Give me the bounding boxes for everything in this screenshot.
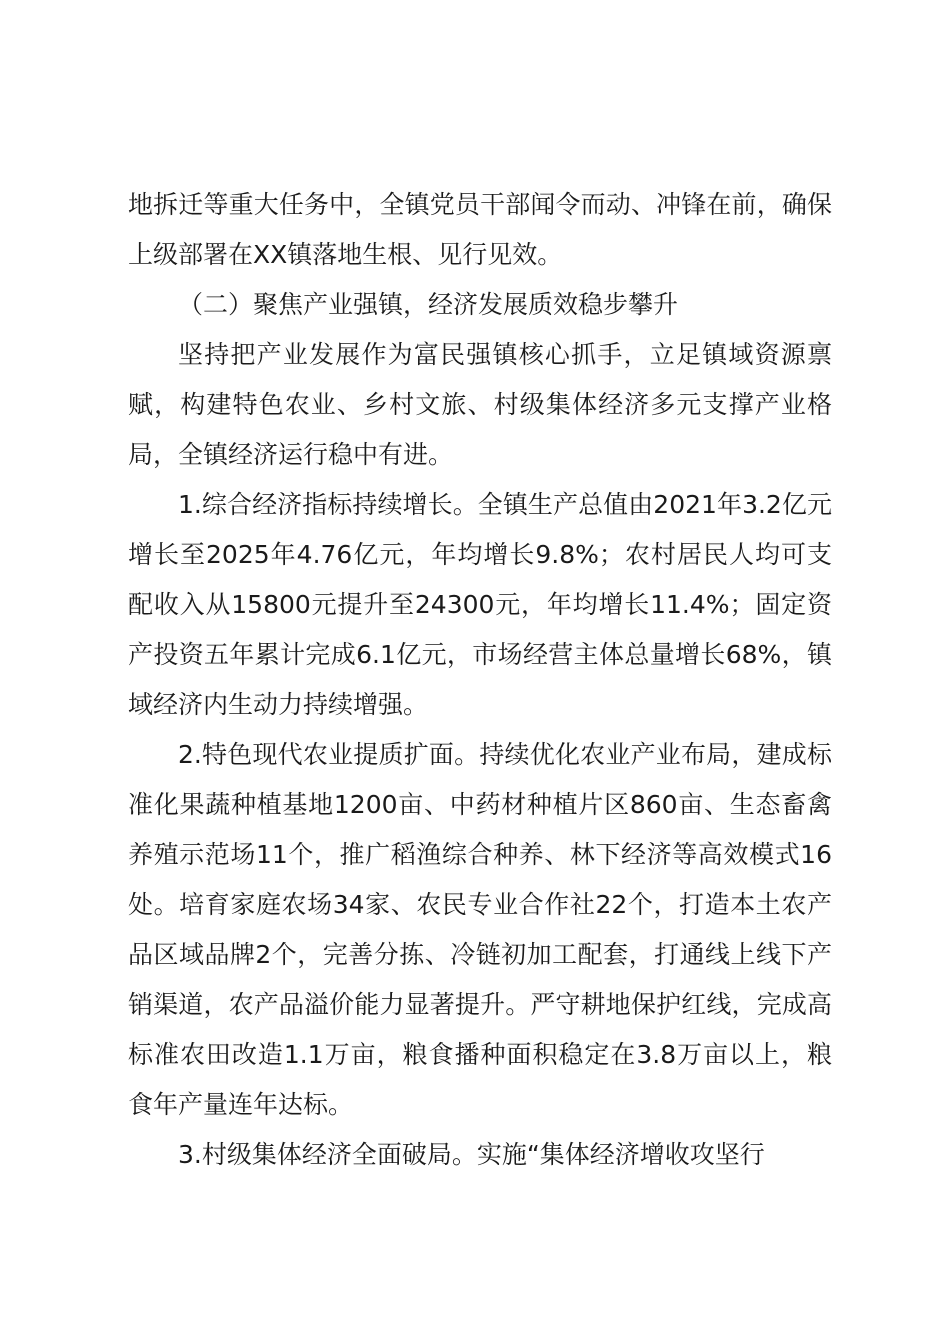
paragraph-modern-agriculture: 2.特色现代农业提质扩面。持续优化农业产业布局，建成标准化果蔬种植基地1200亩、中药材种植片区860亩、生态畜禽养殖示范场11个，推广稻渔综合种养、林下经济等高效模式16处。培育家庭农场34家、农民专业合作社22个，打造本土农产品区域品牌2个，完善分拣、冷链初加工配套，打通线上线下产销渠道，农产品溢价能力显著提升。严守耕地保护红线，完成高标准农田改造1.1万亩，粮食播种面积稳定在3.8万亩以上，粮食年产量连年达标。 — [128, 740, 832, 1119]
paragraph-economic-indicators: 1.综合经济指标持续增长。全镇生产总值由2021年3.2亿元增长至2025年4.76亿元，年均增长9.8%；农村居民人均可支配收入从15800元提升至24300元，年均增长11.4%；固定资产投资五年累计完成6.1亿元，市场经营主体总量增长68%，镇域经济内生动力持续增强。 — [128, 490, 832, 719]
paragraph-intro: 坚持把产业发展作为富民强镇核心抓手，立足镇域资源禀赋，构建特色农业、乡村文旅、村级集体经济多元支撑产业格局，全镇经济运行稳中有进。 — [128, 340, 832, 469]
paragraph-continuation: 地拆迁等重大任务中，全镇党员干部闻令而动、冲锋在前，确保上级部署在XX镇落地生根、见行见效。 — [128, 190, 832, 269]
paragraph-collective-economy: 3.村级集体经济全面破局。实施“集体经济增收攻坚行 — [178, 1140, 765, 1169]
document-page — [128, 180, 832, 1180]
section-heading: （二）聚焦产业强镇，经济发展质效稳步攀升 — [178, 290, 679, 319]
